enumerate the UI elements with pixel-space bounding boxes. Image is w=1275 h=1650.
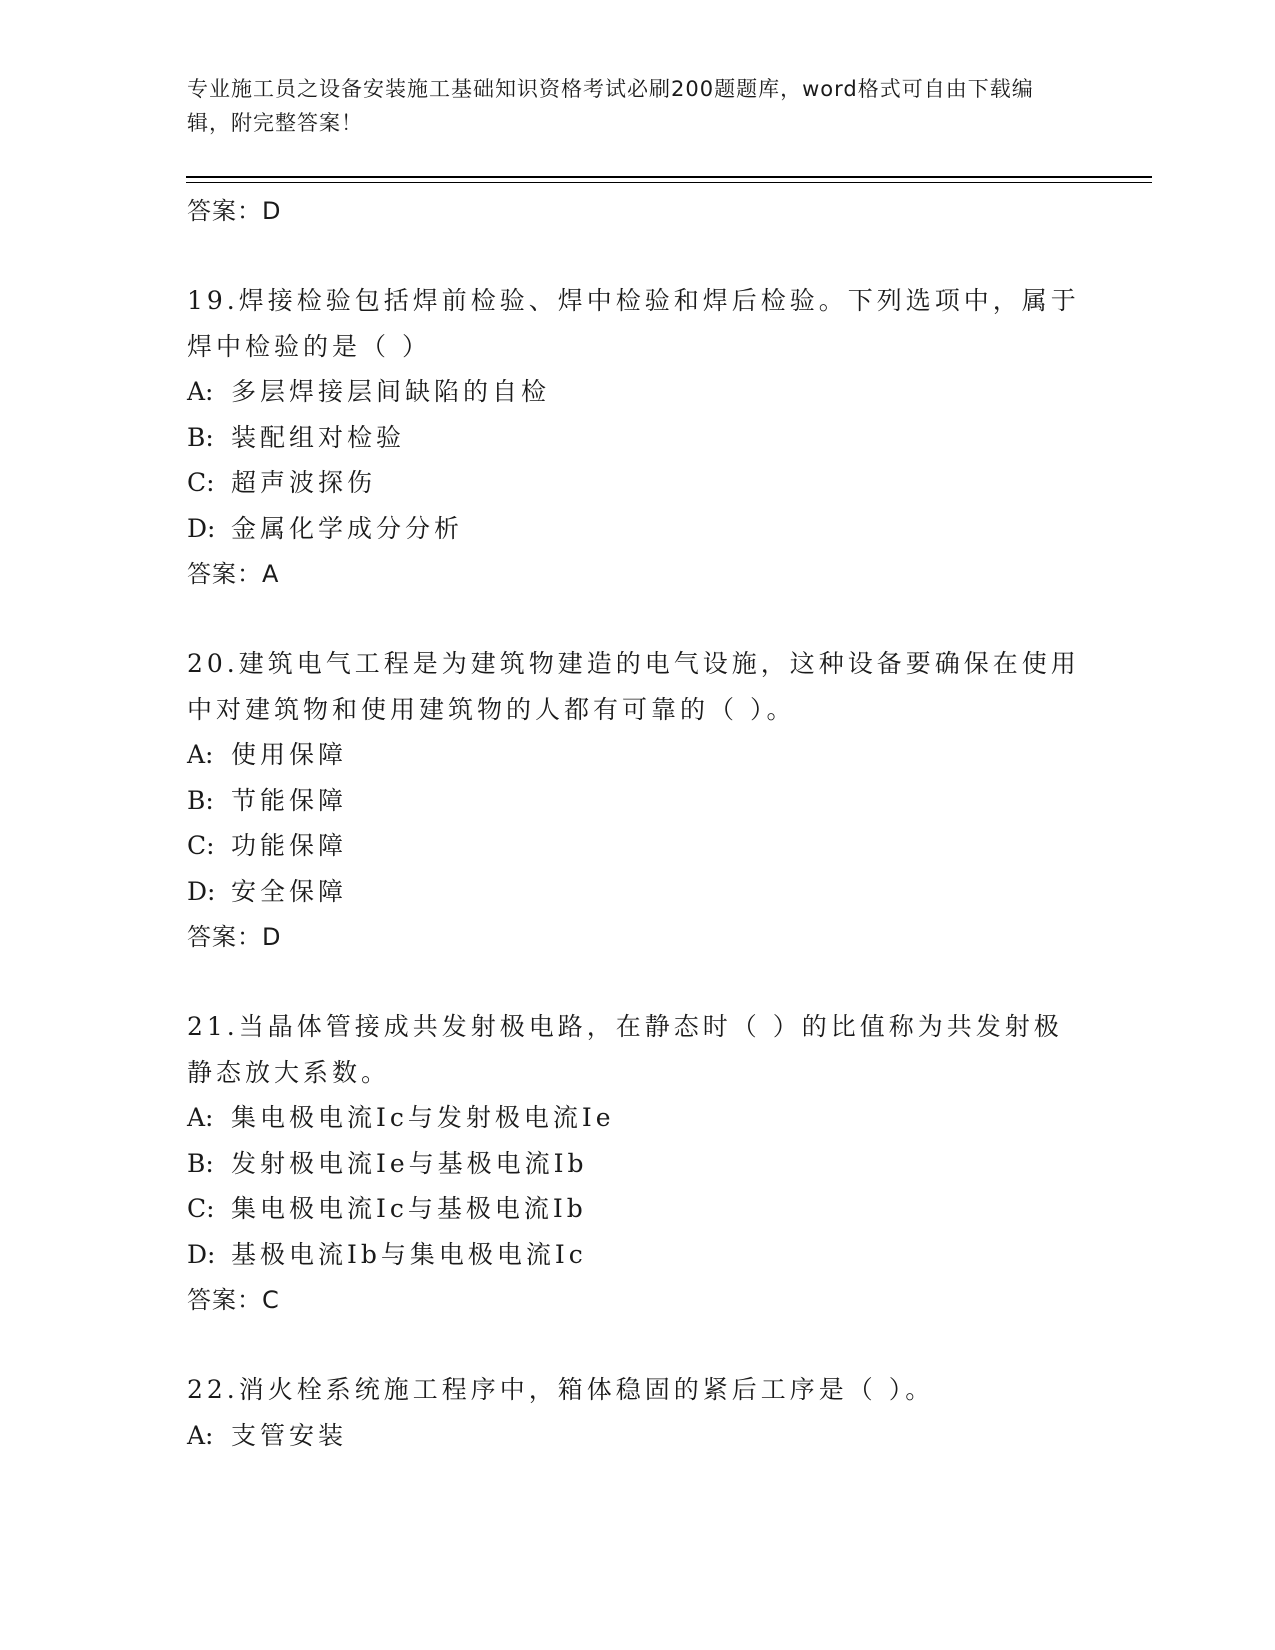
option-text: 使用保障 bbox=[231, 740, 348, 769]
option-a bbox=[187, 1095, 1087, 1141]
question-text: 19.焊接检验包括焊前检验、焊中检验和焊后检验。下列选项中，属于焊中检验的是（ ） bbox=[187, 286, 1080, 361]
option-text: 节能保障 bbox=[231, 785, 348, 815]
option-letter: C: bbox=[187, 1194, 215, 1223]
header-divider bbox=[186, 176, 1152, 178]
option-text: 安全保障 bbox=[231, 876, 348, 906]
answer-line: 答案：A bbox=[187, 560, 280, 588]
answer-line: 答案：D bbox=[187, 923, 282, 951]
option-text: 基极电流Ib与集电极电流Ic bbox=[231, 1239, 587, 1269]
option-letter: A: bbox=[187, 377, 214, 406]
option-letter: D: bbox=[187, 513, 216, 543]
option-a bbox=[187, 369, 1087, 415]
option-text: 超声波探伤 bbox=[231, 468, 377, 497]
page-header: 专业施工员之设备安装施工基础知识资格考试必刷200题题库，word格式可自由下载编辑，附完整答案！ bbox=[187, 77, 1034, 135]
option-c bbox=[187, 823, 1087, 869]
option-text: 多层焊接层间缺陷的自检 bbox=[231, 377, 551, 406]
option-text: 发射极电流Ie与基极电流Ib bbox=[231, 1148, 588, 1178]
document-body bbox=[187, 188, 1087, 1458]
question-21 bbox=[187, 1004, 1087, 1323]
option-a bbox=[187, 1413, 1087, 1459]
question-text: 20.建筑电气工程是为建筑物建造的电气设施，这种设备要确保在使用中对建筑物和使用建筑物的人都有可靠的（ ）。 bbox=[187, 649, 1080, 724]
option-c bbox=[187, 460, 1087, 506]
option-d bbox=[187, 869, 1087, 915]
option-letter: D: bbox=[187, 876, 216, 906]
option-text: 支管安装 bbox=[231, 1420, 348, 1450]
option-letter: A: bbox=[187, 1420, 214, 1450]
answer-line: 答案：C bbox=[187, 1286, 280, 1314]
option-b bbox=[187, 1141, 1087, 1187]
option-d bbox=[187, 1232, 1087, 1278]
option-letter: C: bbox=[187, 468, 215, 497]
answer-line: 答案：D bbox=[187, 197, 282, 225]
option-letter: A: bbox=[187, 740, 214, 769]
question-text: 21.当晶体管接成共发射极电路，在静态时（ ）的比值称为共发射极静态放大系数。 bbox=[187, 1012, 1063, 1087]
option-c bbox=[187, 1186, 1087, 1232]
option-letter: D: bbox=[187, 1239, 216, 1269]
option-letter: A: bbox=[187, 1103, 214, 1132]
option-letter: B: bbox=[187, 1148, 214, 1178]
question-22 bbox=[187, 1367, 1087, 1458]
option-b bbox=[187, 415, 1087, 461]
question-19 bbox=[187, 278, 1087, 597]
option-b bbox=[187, 778, 1087, 824]
option-letter: B: bbox=[187, 785, 214, 815]
option-text: 集电极电流Ic与基极电流Ib bbox=[231, 1194, 587, 1223]
option-letter: C: bbox=[187, 831, 215, 860]
option-text: 金属化学成分分析 bbox=[231, 513, 464, 543]
option-a bbox=[187, 732, 1087, 778]
option-text: 功能保障 bbox=[231, 831, 348, 860]
option-d bbox=[187, 506, 1087, 552]
header-divider-thin bbox=[186, 182, 1152, 183]
option-letter: B: bbox=[187, 422, 214, 452]
question-text: 22.消火栓系统施工程序中，箱体稳固的紧后工序是（ ）。 bbox=[187, 1375, 935, 1404]
option-text: 集电极电流Ic与发射极电流Ie bbox=[231, 1103, 615, 1132]
question-20 bbox=[187, 641, 1087, 960]
option-text: 装配组对检验 bbox=[231, 422, 406, 452]
